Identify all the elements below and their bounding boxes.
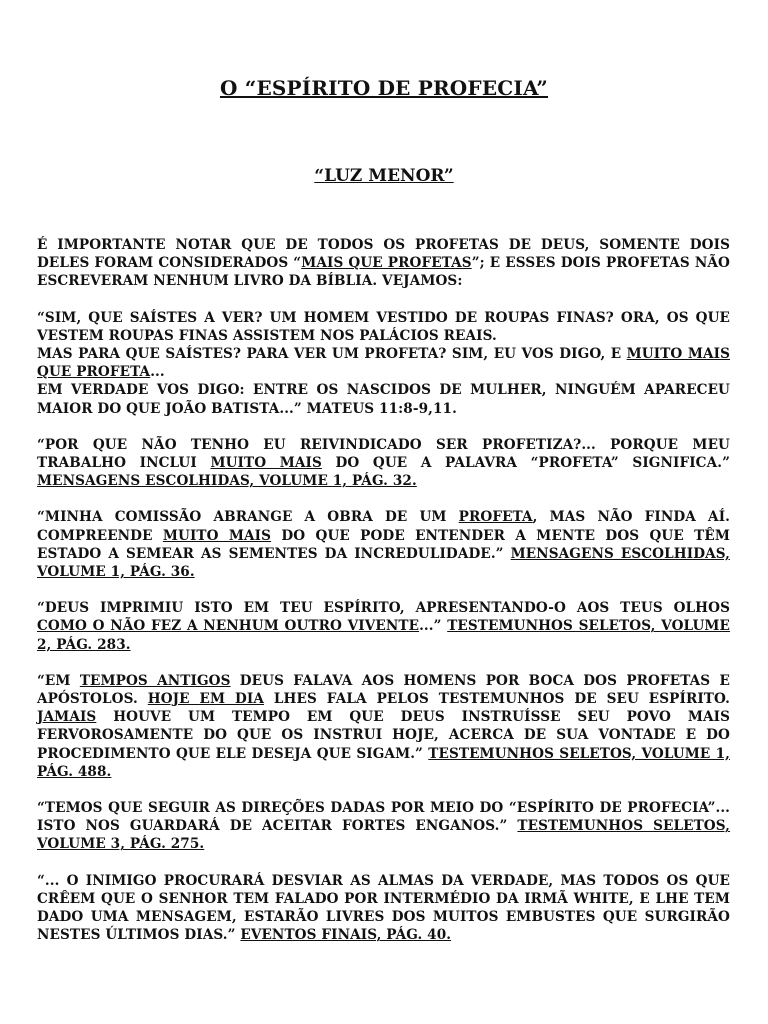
underlined-text: JAMAIS (37, 709, 97, 726)
paragraph (37, 672, 730, 781)
underlined-text: MUITO MAIS (210, 455, 322, 472)
underlined-text: MUITO MAIS QUE PROFETA (37, 346, 730, 381)
text-segment: LHES FALA PELOS TESTEMUNHOS DE SEU ESPÍRITO. (264, 691, 731, 708)
underlined-text: MAIS QUE PROFETAS (301, 255, 472, 272)
text-segment: ...” (419, 618, 448, 635)
document-body (37, 236, 730, 963)
paragraph (37, 599, 730, 654)
paragraph (37, 309, 730, 418)
text-segment: DO QUE PODE ENTENDER A MENTE DOS QUE TÊM ESTADO A SEMEAR AS SEMENTES DA INCREDULIDADE.” (37, 527, 730, 562)
underlined-text: TEMPOS ANTIGOS (79, 672, 231, 689)
paragraph (37, 799, 730, 854)
text-segment: DO QUE A PALAVRA “PROFETA” SIGNIFICA.” (321, 455, 730, 472)
underlined-text: TESTEMUNHOS SELETOS, VOLUME 1, PÁG. 488. (37, 745, 730, 780)
underlined-text: MENSAGENS ESCOLHIDAS, VOLUME 1, PÁG. 32. (37, 473, 417, 490)
underlined-text: EVENTOS FINAIS, PÁG. 40. (240, 927, 452, 944)
underlined-text: HOJE EM DIA (147, 691, 265, 708)
text-segment: , MAS NÃO FINDA AÍ. COMPREENDE (37, 509, 730, 544)
underlined-text: TESTEMUNHOS SELETOS, VOLUME 2, PÁG. 283. (37, 618, 731, 653)
text-segment: “... O INIMIGO PROCURARÁ DESVIAR AS ALMAS DA VERDADE, MAS TODOS OS QUE CRÊEM QUE O SENHOR TEM FALADO POR INTERMÉDIO DA IRMÃ WHITE, E LHE TEM DADO UMA MENSAGEM, ESTARÃO LIVRES DOS MUITOS EMBUSTES QUE SURGIRÃO NESTES ÚLTIMOS DIAS.” (37, 872, 730, 944)
text-segment: DEUS FALAVA AOS HOMENS POR BOCA DOS PROFETAS E APÓSTOLOS. (37, 672, 730, 708)
text-segment: HOUVE UM TEMPO EM QUE DEUS INSTRUÍSSE SEU POVO MAIS FERVOROSAMENTE DO QUE OS INSTRUI HOJE, ACERCA DE SUA VONTADE E DO PROCEDIMENTO QUE ELE DESEJA QUE SIGAM.” (37, 709, 730, 762)
text-segment: “POR QUE NÃO TENHO EU REIVINDICADO SER PROFETIZA?... PORQUE MEU TRABALHO INCLUI (37, 436, 730, 472)
underlined-text: COMO O NÃO FEZ A NENHUM OUTRO VIVENTE (37, 618, 420, 635)
text-segment: É IMPORTANTE NOTAR QUE DE TODOS OS PROFETAS DE DEUS, SOMENTE DOIS DELES FORAM CONSIDERADOS “ (37, 237, 730, 272)
text-segment: “SIM, QUE SAÍSTES A VER? UM HOMEM VESTIDO DE ROUPAS FINAS? ORA, OS QUE VESTEM ROUPAS FINAS ASSISTEM NOS PALÁCIOS REAIS. (37, 309, 730, 344)
text-segment: ”; E ESSES DOIS PROFETAS NÃO ESCREVERAM NENHUM LIVRO DA BÍBLIA. VEJAMOS: (37, 255, 730, 290)
underlined-text: MUITO MAIS (162, 527, 272, 544)
paragraph (37, 872, 730, 945)
text-segment: EM VERDADE VOS DIGO: ENTRE OS NASCIDOS DE MULHER, NINGUÉM APARECEU MAIOR DO QUE JOÃO BATISTA...” MATEUS 11:8-9,11. (37, 382, 730, 417)
page-subtitle: “LUZ MENOR” (314, 166, 454, 186)
text-segment: “MINHA COMISSÃO ABRANGE A OBRA DE UM (37, 509, 459, 526)
page-title: O “ESPÍRITO DE PROFECIA” (219, 76, 548, 100)
text-segment: “EM (37, 672, 80, 689)
text-segment: “TEMOS QUE SEGUIR AS DIREÇÕES DADAS POR MEIO DO “ESPÍRITO DE PROFECIA”... ISTO NOS GUARDARÁ DE ACEITAR FORTES ENGANOS.” (37, 800, 730, 835)
underlined-text: PROFETA (458, 509, 533, 526)
underlined-text: TESTEMUNHOS SELETOS, VOLUME 3, PÁG. 275. (37, 818, 731, 853)
text-segment: “DEUS IMPRIMIU ISTO EM TEU ESPÍRITO, APRESENTANDO-O AOS TEUS OLHOS (37, 600, 730, 617)
underlined-text: MENSAGENS ESCOLHIDAS, VOLUME 1, PÁG. 36. (37, 545, 730, 581)
paragraph (37, 436, 730, 491)
paragraph (37, 236, 730, 291)
text-segment: ... (150, 364, 165, 381)
paragraph (37, 508, 730, 581)
text-segment: MAS PARA QUE SAÍSTES? PARA VER UM PROFETA? SIM, EU VOS DIGO, E (37, 346, 627, 363)
